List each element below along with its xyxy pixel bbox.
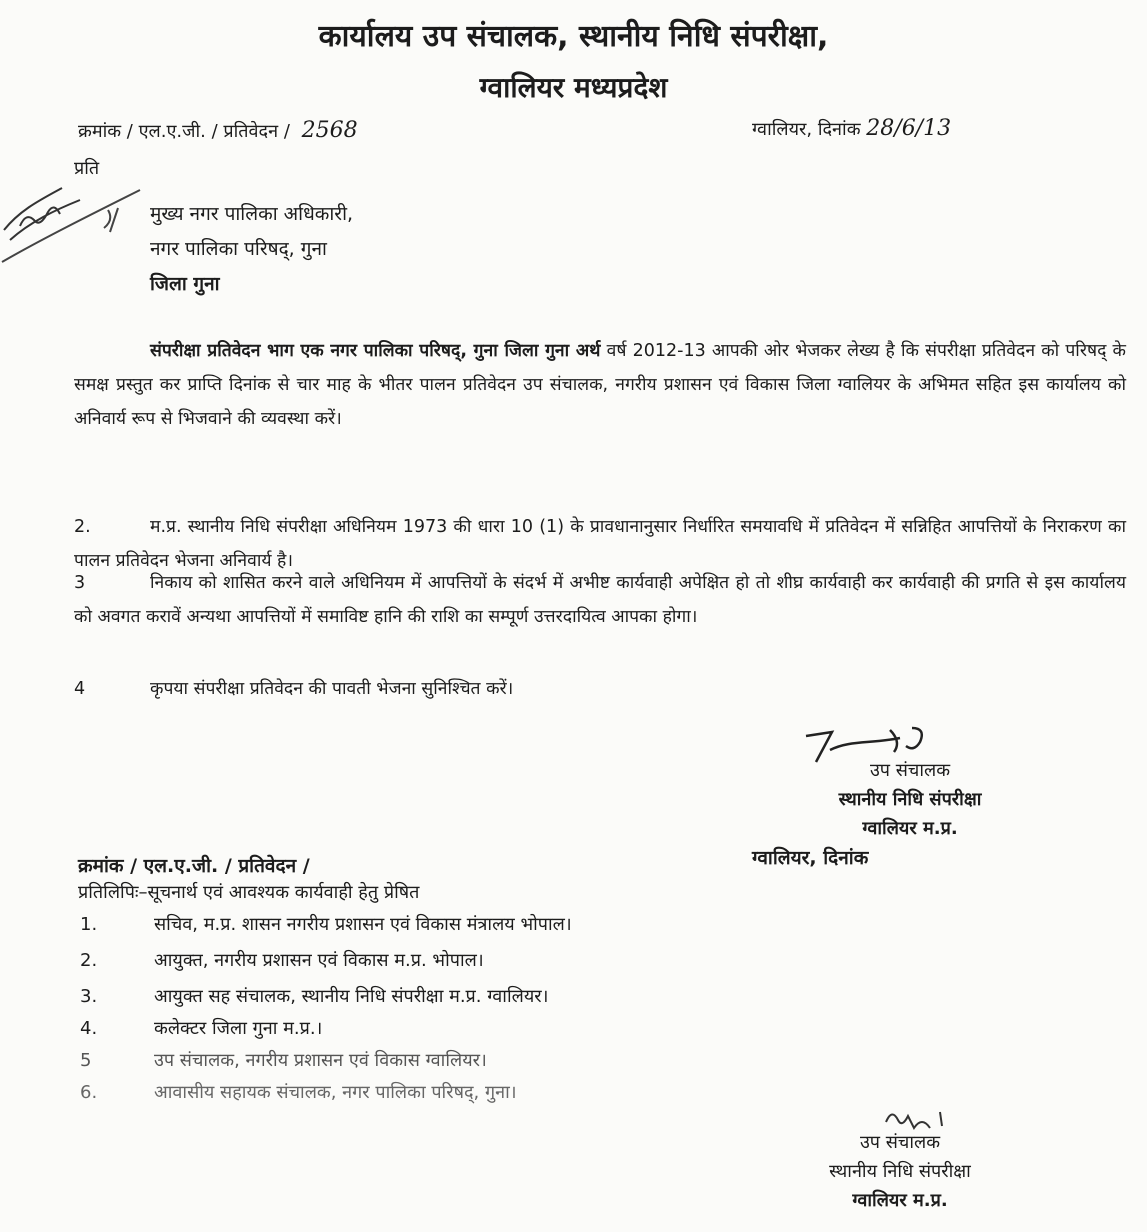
margin-handwritten-mark [0,170,150,290]
signature-2 [780,1128,1020,1215]
copy-item [80,1016,322,1040]
copy-item-number: 3. [80,986,98,1007]
paragraph-3-text: निकाय को शासित करने वाले अधिनियम में आपत्तियों के संदर्भ में अभीष्ट कार्यवाही अपेक्षित हो तो शीघ्र कार्यवाही कर कार्यवाही की प्रगति से इस कार्यालय को अवगत करावें अन्यथा आपत्तियों में समाविष्ट हानि की राशि का सम्पूर्ण उत्तरदायित्व आपका होगा। [74,573,1126,627]
office-location: ग्वालियर मध्यप्रदेश [479,71,668,104]
copy-item [80,984,548,1008]
signature-1-dept: स्थानीय निधि संपरीक्षा [838,789,982,810]
copy-item-number: 1. [80,914,98,935]
signature-1-designation: उप संचालक [869,760,951,781]
copy-item [80,912,572,936]
copy-item [80,948,484,972]
paragraph-1 [74,334,1126,436]
paragraph-4-number: 4 [74,679,86,699]
recipient-to: प्रति [74,158,100,179]
paragraph-4 [74,672,1126,706]
copy-item-text: आवासीय सहायक संचालक, नगर पालिका परिषद्, गुना। [154,1082,517,1103]
paragraph-3-number: 3 [74,573,86,593]
recipient-line2: नगर पालिका परिषद्, गुना [150,238,327,260]
copy-item-text: उप संचालक, नगरीय प्रशासन एवं विकास ग्वालियर। [154,1050,487,1071]
copy-item-number: 2. [80,950,98,971]
reference-date [752,116,951,141]
paragraph-1-bold: संपरीक्षा प्रतिवेदन भाग एक नगर पालिका परिषद्, गुना जिला गुना अर्थ [150,341,601,361]
copy-reference-number: क्रमांक / एल.ए.जी. / प्रतिवेदन / [78,855,310,877]
signature-1-place: ग्वालियर म.प्र. [862,818,958,839]
copy-item-number: 5 [80,1050,92,1071]
paragraph-2-number: 2. [74,517,91,537]
signature-2-place: ग्वालियर म.प्र. [852,1190,948,1211]
copy-item-number: 6. [80,1082,98,1103]
paragraph-2-text: म.प्र. स्थानीय निधि संपरीक्षा अधिनियम 1973 की धारा 10 (1) के प्रावधानानुसार निर्धारित समयावधि में प्रतिवेदन में सन्निहित आपत्तियों के निराकरण का पालन प्रतिवेदन भेजना अनिवार्य है। [74,517,1126,571]
reference-date-label: ग्वालियर, दिनांक [752,119,861,140]
copy-item [80,1048,487,1072]
reference-date-value: 28/6/13 [866,116,952,141]
paragraph-4-text: कृपया संपरीक्षा प्रतिवेदन की पावती भेजना सुनिश्चित करें। [150,679,514,699]
copy-item-text: आयुक्त सह संचालक, स्थानीय निधि संपरीक्षा म.प्र. ग्वालियर। [154,986,549,1007]
office-title: कार्यालय उप संचालक, स्थानीय निधि संपरीक्षा, [318,19,829,54]
signature-2-designation: उप संचालक [859,1132,941,1153]
copy-item [80,1080,517,1104]
recipient-line3: जिला गुना [150,273,220,295]
reference-number [78,118,358,143]
copy-item-number: 4. [80,1018,98,1039]
paragraph-3 [74,566,1126,634]
reference-number-label: क्रमांक / एल.ए.जी. / प्रतिवेदन / [78,121,290,142]
copy-item-text: कलेक्टर जिला गुना म.प्र.। [154,1018,323,1039]
signature-1 [760,756,1060,843]
copy-intro: प्रतिलिपिः–सूचनार्थ एवं आवश्यक कार्यवाही हेतु प्रेषित [78,882,420,903]
reference-number-value: 2568 [301,118,358,143]
copy-item-text: सचिव, म.प्र. शासन नगरीय प्रशासन एवं विकास मंत्रालय भोपाल। [154,914,572,935]
recipient-line1: मुख्य नगर पालिका अधिकारी, [150,203,354,225]
copy-item-text: आयुक्त, नगरीय प्रशासन एवं विकास म.प्र. भोपाल। [154,950,484,971]
signature-2-dept: स्थानीय निधि संपरीक्षा [829,1161,971,1182]
copy-place-date: ग्वालियर, दिनांक [752,847,869,869]
paragraph-1-text: वर्ष 2012-13 आपकी ओर भेजकर लेख्य है कि संपरीक्षा प्रतिवेदन को परिषद् के समक्ष प्रस्तुत कर प्राप्ति दिनांक से चार माह के भीतर पालन प्रतिवेदन उप संचालक, नगरीय प्रशासन एवं विकास जिला ग्वालियर के अभिमत सहित इस कार्यालय को अनिवार्य रूप से भिजवाने की व्यवस्था करें। [74,341,1126,429]
